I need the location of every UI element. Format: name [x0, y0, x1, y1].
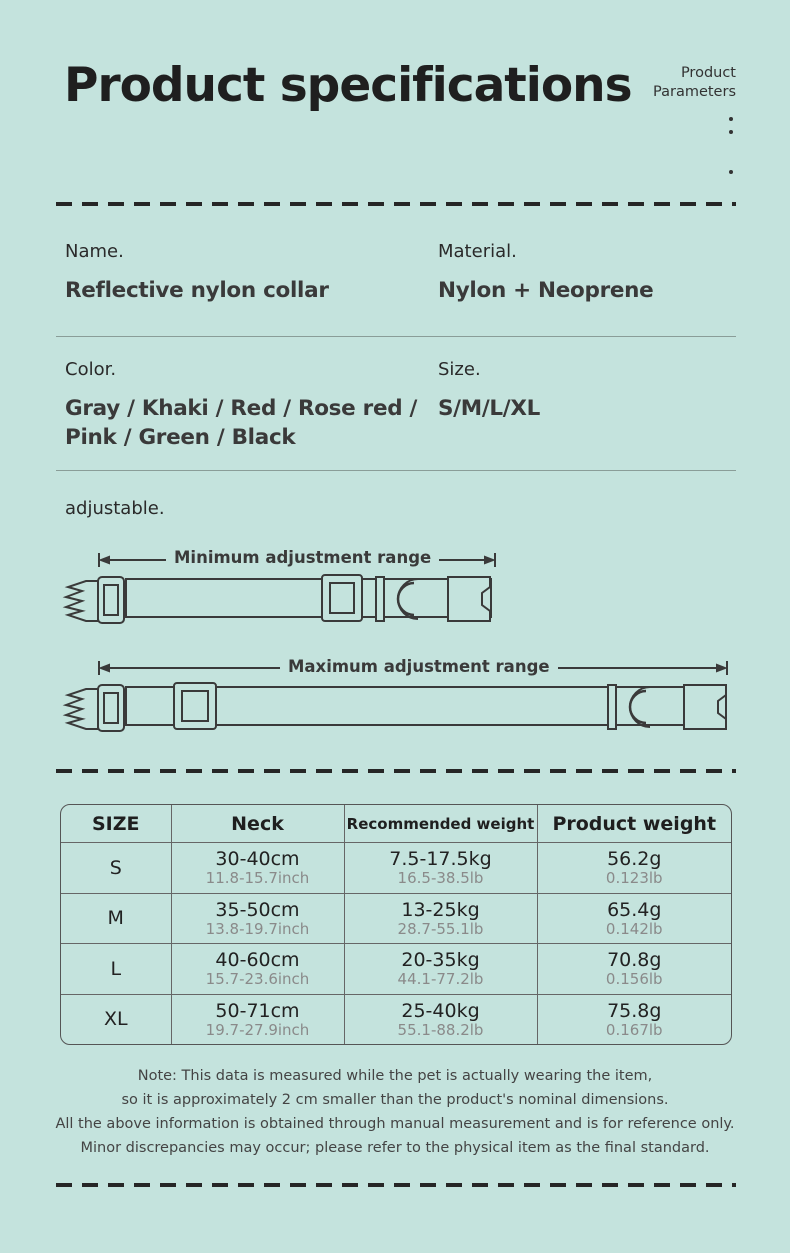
neck-cm: 35-50cm: [215, 898, 300, 921]
product-weight-g: 70.8g: [607, 949, 662, 972]
neck-cm: 50-71cm: [215, 999, 300, 1022]
product-weight-g: 75.8g: [607, 999, 662, 1022]
section-divider: [56, 470, 736, 471]
name-label: Name.: [65, 241, 124, 262]
max-range-label: Maximum adjustment range: [280, 657, 558, 676]
dashed-divider: [56, 769, 736, 773]
neck-cell: [171, 843, 344, 894]
product-weight-lb: 0.167lb: [605, 1020, 663, 1039]
header-size: SIZE: [61, 805, 171, 843]
table-row: [61, 944, 731, 995]
note-line-3: All the above information is obtained through manual measurement and is for reference only.: [55, 1116, 735, 1132]
decor-dot: [729, 117, 733, 121]
rec-weight-kg: 25-40kg: [401, 999, 480, 1022]
size-cell: S: [61, 843, 171, 894]
header-recommended-weight: Recommended weight: [344, 805, 537, 843]
color-value-line-2: Pink / Green / Black: [65, 425, 296, 450]
rec-weight-cell: [344, 994, 537, 1044]
rec-weight-kg: 13-25kg: [401, 898, 480, 921]
table-row: [61, 994, 731, 1044]
subtitle-line-1: Product: [680, 65, 736, 81]
neck-cell: [171, 944, 344, 995]
rec-weight-cell: [344, 893, 537, 944]
size-cell: L: [61, 944, 171, 995]
product-weight-cell: [537, 843, 731, 894]
note-line-2: so it is approximately 2 cm smaller than the product's nominal dimensions.: [121, 1092, 669, 1108]
color-label: Color.: [65, 359, 117, 380]
product-weight-cell: [537, 994, 731, 1044]
rec-weight-lb: 55.1-88.2lb: [397, 1020, 484, 1039]
rec-weight-cell: [344, 843, 537, 894]
neck-cm: 30-40cm: [215, 848, 300, 871]
header-neck: Neck: [171, 805, 344, 843]
size-label: Size.: [438, 359, 481, 380]
min-range-label: Minimum adjustment range: [166, 548, 439, 567]
product-weight-g: 56.2g: [607, 848, 662, 871]
measurement-note: [0, 1064, 790, 1160]
size-table: [60, 804, 732, 1045]
rec-weight-cell: [344, 944, 537, 995]
product-weight-lb: 0.142lb: [605, 919, 663, 938]
note-line-1: Note: This data is measured while the pet is actually wearing the item,: [137, 1068, 653, 1084]
size-cell: XL: [61, 994, 171, 1044]
page-subtitle: [653, 64, 736, 102]
table-header-row: [61, 805, 731, 843]
rec-weight-lb: 44.1-77.2lb: [397, 970, 484, 989]
rec-weight-kg: 7.5-17.5kg: [389, 848, 492, 871]
product-weight-cell: [537, 893, 731, 944]
product-weight-g: 65.4g: [607, 898, 662, 921]
neck-cell: [171, 994, 344, 1044]
name-value: Reflective nylon collar: [65, 278, 329, 303]
color-value: [65, 394, 417, 452]
decor-dot: [729, 170, 733, 174]
size-value: S/M/L/XL: [438, 396, 541, 421]
table-row: [61, 843, 731, 894]
neck-cm: 40-60cm: [215, 949, 300, 972]
rec-weight-kg: 20-35kg: [401, 949, 480, 972]
subtitle-line-2: Parameters: [653, 84, 736, 100]
header-product-weight: Product weight: [537, 805, 731, 843]
product-weight-lb: 0.123lb: [605, 869, 663, 888]
product-weight-cell: [537, 944, 731, 995]
decor-dot: [729, 130, 733, 134]
neck-cell: [171, 893, 344, 944]
page-title: Product specifications: [64, 58, 632, 113]
dashed-divider: [56, 202, 736, 206]
rec-weight-lb: 28.7-55.1lb: [397, 919, 484, 938]
material-label: Material.: [438, 241, 517, 262]
rec-weight-lb: 16.5-38.5lb: [397, 869, 484, 888]
dashed-divider: [56, 1183, 736, 1187]
neck-inch: 13.8-19.7inch: [205, 919, 310, 938]
neck-inch: 11.8-15.7inch: [205, 869, 310, 888]
neck-inch: 19.7-27.9inch: [205, 1020, 310, 1039]
note-line-4: Minor discrepancies may occur; please refer to the physical item as the final standard.: [80, 1140, 710, 1156]
section-divider: [56, 336, 736, 337]
table-row: [61, 893, 731, 944]
adjustable-label: adjustable.: [65, 498, 165, 519]
neck-inch: 15.7-23.6inch: [205, 970, 310, 989]
material-value: Nylon + Neoprene: [438, 278, 654, 303]
color-value-line-1: Gray / Khaki / Red / Rose red /: [65, 396, 418, 421]
size-cell: M: [61, 893, 171, 944]
product-weight-lb: 0.156lb: [605, 970, 663, 989]
